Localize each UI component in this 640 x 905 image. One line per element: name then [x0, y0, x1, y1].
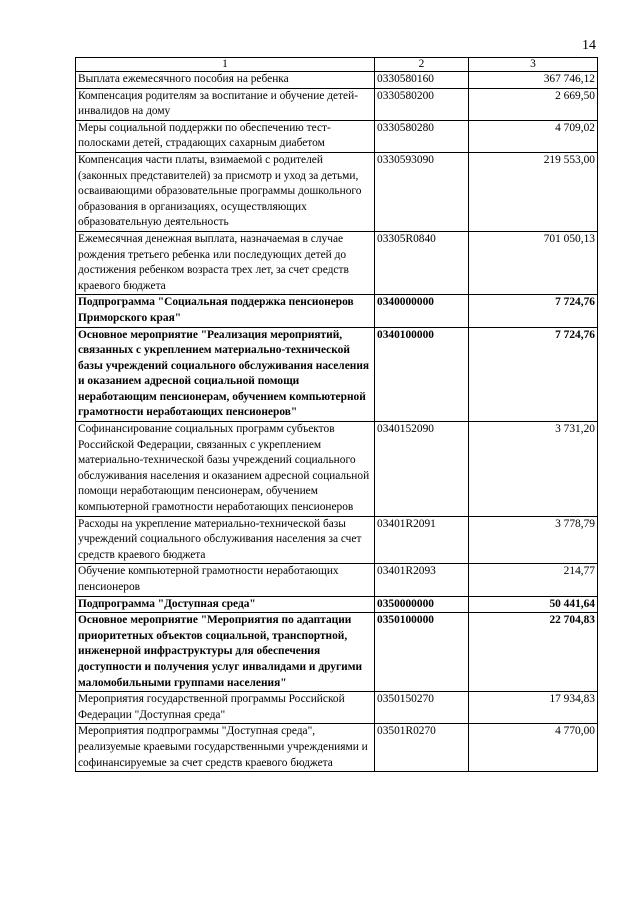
row-amount-cell: 367 746,12 [469, 72, 598, 89]
table-body [76, 72, 598, 772]
row-amount-cell: 7 724,76 [469, 295, 598, 327]
budget-table [75, 57, 598, 772]
row-name-cell: Основное мероприятие "Реализация мероприятий, связанных с укреплением материально-технической базы учреждений социального обслуживания населения и оказанием адресной социальной помощи неработающим пенсионерам, обучением компьютерной грамотности неработающих пенсионеров" [76, 327, 375, 422]
row-name-cell: Софинансирование социальных программ субъектов Российской Федерации, связанных с укреплением материально-технической базы учреждений социального обслуживания населения и оказанием адресной социальной помощи неработающим пенсионерам, обучением компьютерной грамотности неработающих пенсионеров [76, 422, 375, 517]
row-amount-cell: 3 731,20 [469, 422, 598, 517]
row-name-cell: Подпрограмма "Социальная поддержка пенсионеров Приморского края" [76, 295, 375, 327]
row-amount-cell: 7 724,76 [469, 327, 598, 422]
row-code-cell: 0340100000 [375, 327, 469, 422]
row-amount-cell: 3 778,79 [469, 516, 598, 564]
table-row [76, 692, 598, 724]
table-row [76, 596, 598, 613]
row-code-cell: 0350000000 [375, 596, 469, 613]
row-name-cell: Ежемесячная денежная выплата, назначаемая в случае рождения третьего ребенка или последующих детей до достижения ребенком возраста трех лет, за счет средств краевого бюджета [76, 231, 375, 294]
column-header-3: 3 [469, 58, 598, 72]
column-header-2: 2 [375, 58, 469, 72]
row-code-cell: 0350150270 [375, 692, 469, 724]
table-row [76, 231, 598, 294]
row-name-cell: Мероприятия подпрограммы "Доступная среда", реализуемые краевыми государственными учреждениями и софинансируемые за счет средств краевого бюджета [76, 724, 375, 772]
row-amount-cell: 22 704,83 [469, 613, 598, 692]
row-code-cell: 03501R0270 [375, 724, 469, 772]
row-amount-cell: 4 709,02 [469, 120, 598, 152]
table-row [76, 72, 598, 89]
row-code-cell: 0330580200 [375, 88, 469, 120]
table-row [76, 564, 598, 596]
row-name-cell: Компенсация родителям за воспитание и обучение детей-инвалидов на дому [76, 88, 375, 120]
row-code-cell: 0340000000 [375, 295, 469, 327]
row-amount-cell: 701 050,13 [469, 231, 598, 294]
row-amount-cell: 214,77 [469, 564, 598, 596]
table-row [76, 724, 598, 772]
row-name-cell: Мероприятия государственной программы Российской Федерации "Доступная среда" [76, 692, 375, 724]
row-name-cell: Выплата ежемесячного пособия на ребенка [76, 72, 375, 89]
table-row [76, 516, 598, 564]
row-code-cell: 0350100000 [375, 613, 469, 692]
table-row [76, 327, 598, 422]
row-code-cell: 0340152090 [375, 422, 469, 517]
row-code-cell: 0330580160 [375, 72, 469, 89]
row-name-cell: Компенсация части платы, взимаемой с родителей (законных представителей) за присмотр и уход за детьми, осваивающими образовательные программы дошкольного образования в организациях, осуществляющих образовательную деятельность [76, 152, 375, 231]
row-code-cell: 03401R2093 [375, 564, 469, 596]
table-row [76, 295, 598, 327]
row-code-cell: 03401R2091 [375, 516, 469, 564]
table-row [76, 422, 598, 517]
table-row [76, 152, 598, 231]
row-amount-cell: 17 934,83 [469, 692, 598, 724]
row-name-cell: Подпрограмма "Доступная среда" [76, 596, 375, 613]
row-amount-cell: 50 441,64 [469, 596, 598, 613]
row-amount-cell: 219 553,00 [469, 152, 598, 231]
row-amount-cell: 2 669,50 [469, 88, 598, 120]
row-name-cell: Расходы на укрепление материально-технической базы учреждений социального обслуживания населения за счет средств краевого бюджета [76, 516, 375, 564]
page-number: 14 [582, 38, 596, 53]
row-code-cell: 0330580280 [375, 120, 469, 152]
row-amount-cell: 4 770,00 [469, 724, 598, 772]
table-row [76, 120, 598, 152]
row-name-cell: Меры социальной поддержки по обеспечению тест-полосками детей, страдающих сахарным диабетом [76, 120, 375, 152]
row-code-cell: 03305R0840 [375, 231, 469, 294]
table-row [76, 88, 598, 120]
row-code-cell: 0330593090 [375, 152, 469, 231]
table-row [76, 613, 598, 692]
column-header-1: 1 [76, 58, 375, 72]
table-header-row [76, 58, 598, 72]
row-name-cell: Обучение компьютерной грамотности неработающих пенсионеров [76, 564, 375, 596]
row-name-cell: Основное мероприятие "Мероприятия по адаптации приоритетных объектов социальной, транспортной, инженерной инфраструктуры для обеспечения доступности и получения услуг инвалидами и другими маломобильными группами населения" [76, 613, 375, 692]
